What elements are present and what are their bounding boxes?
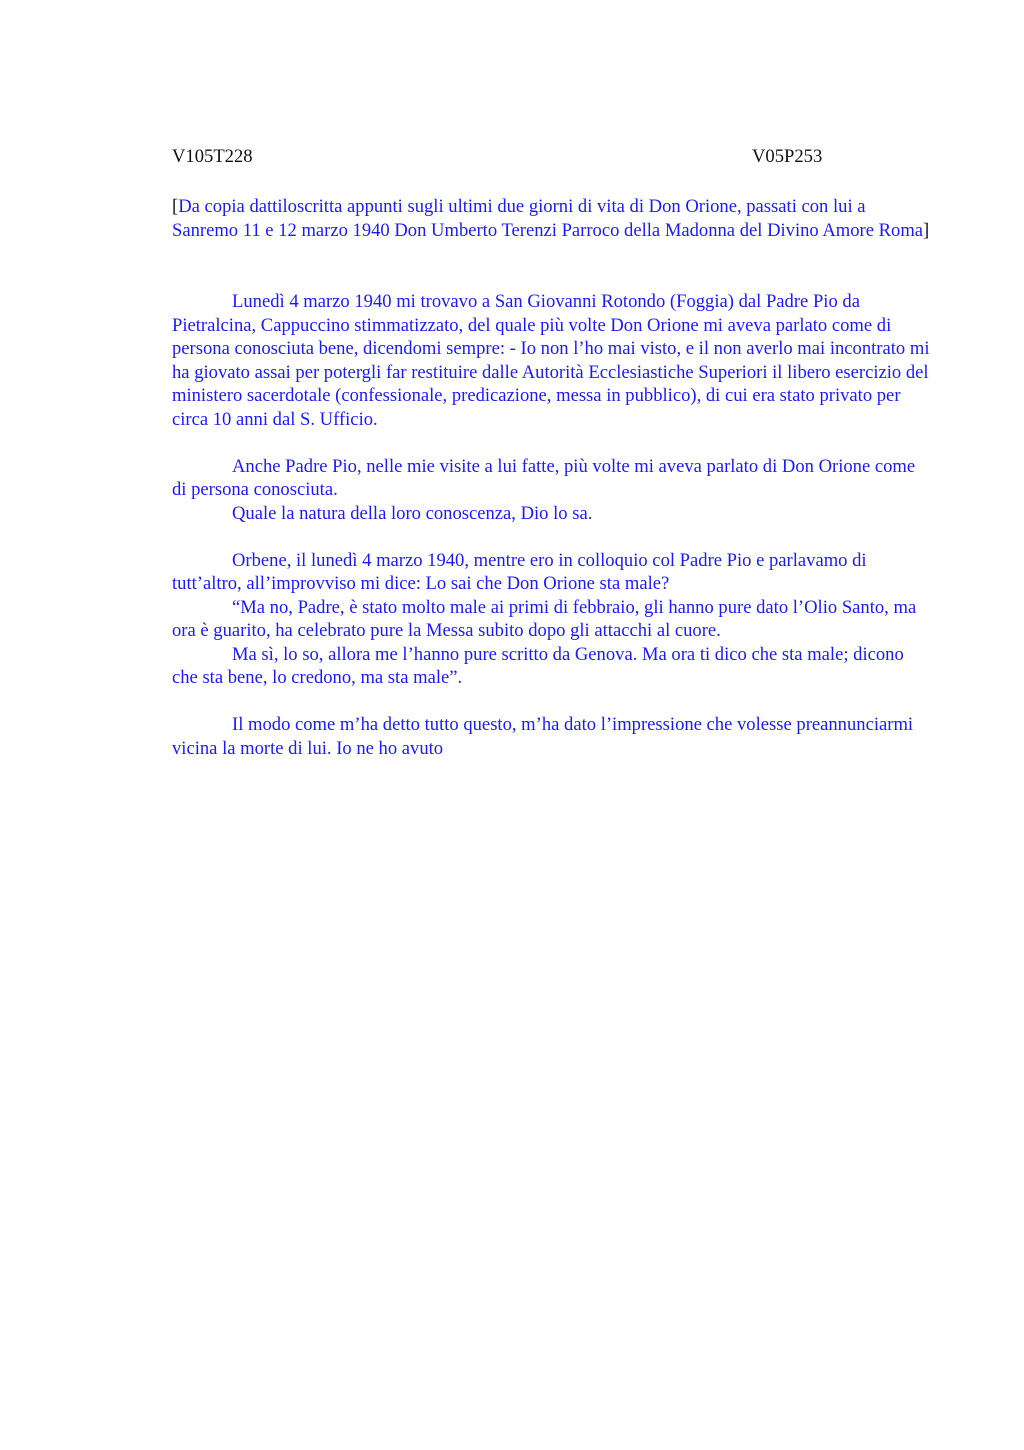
document-code-right: V05P253 [752,146,823,167]
paragraph-gap [172,690,932,714]
intro-text: Da copia dattiloscritta appunti sugli ultimi due giorni di vita di Don Orione, passati con lui a Sanremo 11 e 12 marzo 1940 Don Umberto Terenzi Parroco della Madonna del Divino Amore Roma [172,196,924,241]
intro-note [172,195,932,242]
paragraph-6: Ma sì, lo so, allora me l’hanno pure scritto da Genova. Ma ora ti dico che sta male; dicono che sta bene, lo credono, ma sta male”. [172,643,904,688]
document-page [172,145,932,760]
paragraph-7: Il modo come m’ha detto tutto questo, m’ha dato l’impressione che volesse preannunciarmi vicina la morte di lui. Io ne ho avuto [172,714,914,759]
paragraph-3: Quale la natura della loro conoscenza, Dio lo sa. [232,502,593,524]
intro-open-bracket: [ [172,196,179,217]
document-codes [172,145,932,169]
paragraph-gap [172,431,932,455]
document-code-left: V105T228 [172,146,253,167]
paragraph-1: Lunedì 4 marzo 1940 mi trovavo a San Giovanni Rotondo (Foggia) dal Padre Pio da Pietralcina, Cappuccino stimmatizzato, del quale più volte Don Orione mi aveva parlato come di persona conosciuta bene, dicendomi sempre: - Io non l’ho mai visto, e il non averlo mai incontrato mi ha giovato assai per potergli far restituire dalle Autorità Ecclesiastiche Superiori il libero esercizio del ministero sacerdotale (confessionale, predicazione, messa in pubblico), di cui era stato privato per circa 10 anni dal S. Ufficio. [172,291,930,430]
body-text [172,290,932,760]
paragraph-2: Anche Padre Pio, nelle mie visite a lui fatte, più volte mi aveva parlato di Don Orione come di persona conosciuta. [172,455,916,500]
paragraph-5: “Ma no, Padre, è stato molto male ai primi di febbraio, gli hanno pure dato l’Olio Santo, ma ora è guarito, ha celebrato pure la Messa subito dopo gli attacchi al cuore. [172,596,917,641]
intro-close-bracket: ] [923,219,930,241]
paragraph-4: Orbene, il lunedì 4 marzo 1940, mentre ero in colloquio col Padre Pio e parlavamo di tutt’altro, all’improvviso mi dice: Lo sai che Don Orione sta male? [172,549,867,594]
paragraph-gap [172,525,932,549]
